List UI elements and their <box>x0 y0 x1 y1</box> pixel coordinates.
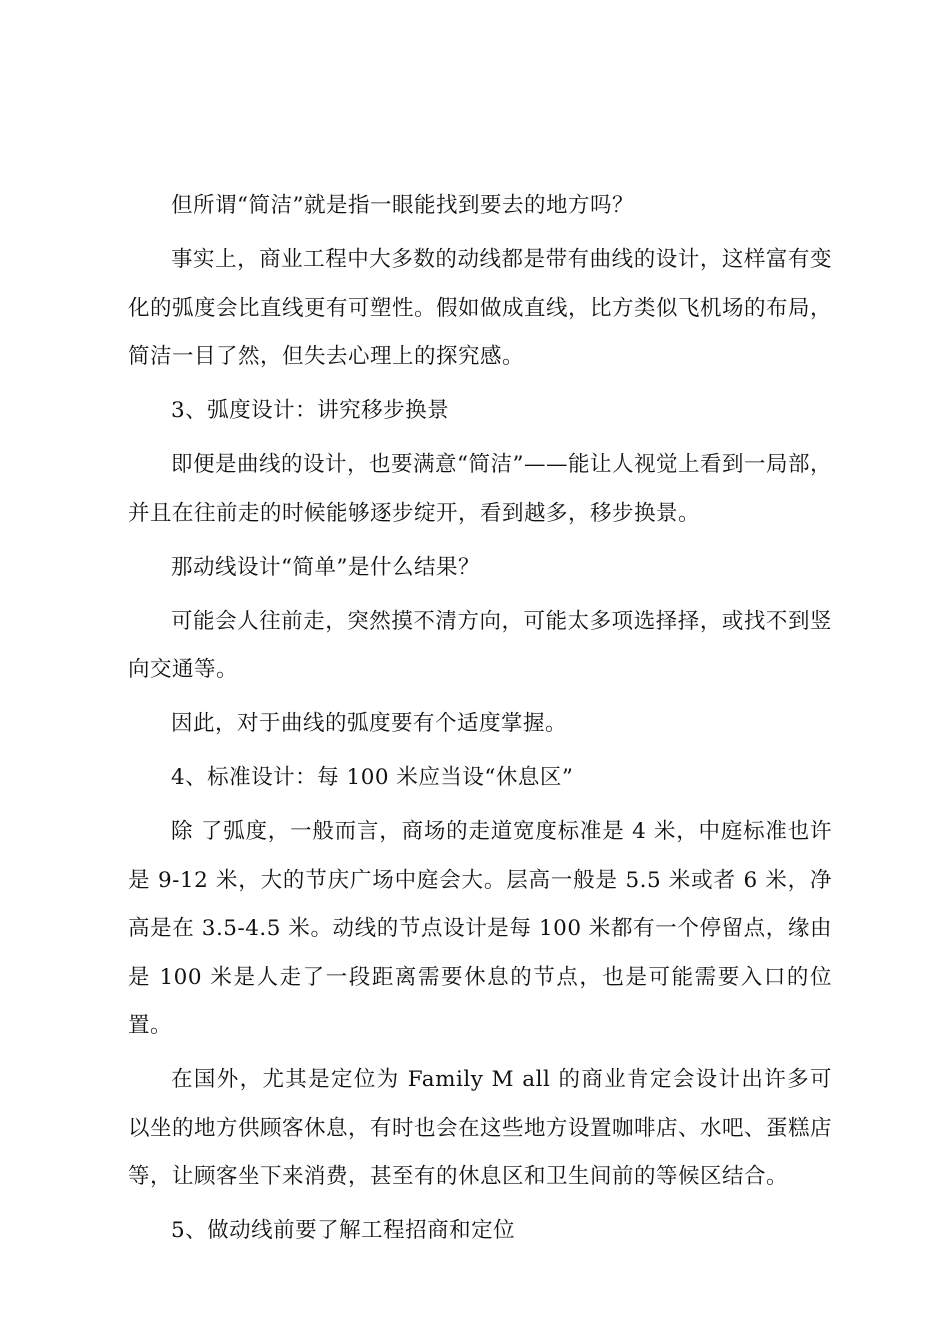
paragraph-simple-result-question: 那动线设计“简单”是什么结果？ <box>171 554 480 580</box>
paragraph-standard-dimensions: 除 了弧度，一般而言，商场的走道宽度标准是 4 米，中庭标准也许是 9-12 米，大的节庆广场中庭会大。层高一般是 5.5 米或者 6 米，净高是在 3.5-4.5 米。动线的节点设计是每 100 米都有一个停留点，缘由是 100 米是人走了一段距离需要休息的节点，也是可能需要入口的位置。 <box>128 819 832 1038</box>
paragraph-arc-control: 因此，对于曲线的弧度要有个适度掌握。 <box>171 711 568 736</box>
paragraph-question-simplicity: 但所谓“简洁”就是指一眼能找到要去的地方吗？ <box>171 193 634 218</box>
document-body <box>128 182 832 1261</box>
heading-arc-design: 3、弧度设计：讲究移步换景 <box>171 398 450 423</box>
heading-standard-design: 4、标准设计：每 100 米应当设“休息区” <box>171 765 574 790</box>
paragraph-curved-circulation: 事实上，商业工程中大多数的动线都是带有曲线的设计，这样富有变化的弧度会比直线更有可塑性。假如做成直线，比方类似飞机场的布局，简洁一目了然，但失去心理上的探究感。 <box>128 247 833 369</box>
paragraph-curve-simplicity: 即便是曲线的设计，也要满意“简洁”——能让人视觉上看到一局部，并且在往前走的时候能够逐步绽开，看到越多，移步换景。 <box>128 452 832 526</box>
heading-project-positioning: 5、做动线前要了解工程招商和定位 <box>171 1218 516 1243</box>
paragraph-lost-direction: 可能会人往前走，突然摸不清方向，可能太多项选择择，或找不到竖向交通等。 <box>128 608 832 682</box>
paragraph-family-mall: 在国外，尤其是定位为 Family M all 的商业肯定会设计出许多可以坐的地方供顾客休息，有时也会在这些地方设置咖啡店、水吧、蛋糕店等，让顾客坐下来消费，甚至有的休息区和卫生间前的等候区结合。 <box>128 1067 833 1189</box>
